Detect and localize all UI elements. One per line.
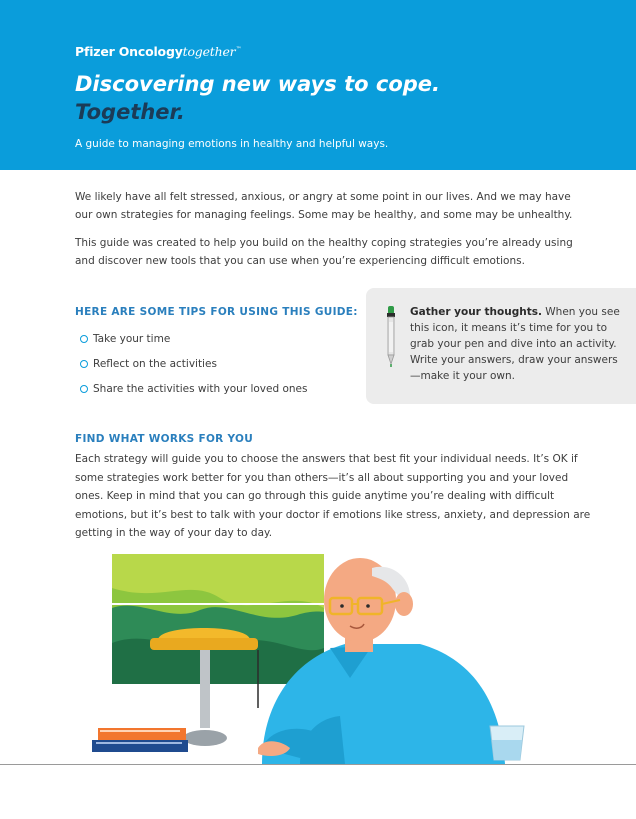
brand-name: Pfizer Oncology (75, 44, 183, 59)
list-item (80, 326, 307, 351)
water-glass (490, 726, 524, 760)
tip-text: Reflect on the activities (93, 357, 217, 370)
page-divider (0, 764, 636, 765)
intro-paragraph-1: We likely have all felt stressed, anxious, or angry at some point in our lives. And we may have our own strategies for managing feelings. Some may be healthy, and some may be unhealthy. (75, 191, 573, 221)
header-banner (0, 0, 636, 170)
tip-text: Take your time (93, 332, 171, 345)
callout-body: When you see this icon, it means it’s time for you to grab your pen and dive into an activity. Write your answers, draw your answers—make it your own. (410, 306, 620, 382)
brand-script: together (182, 44, 236, 59)
intro-paragraph-2: This guide was created to help you build on the healthy coping strategies you’re already using and discover new tools that you can use when you’re experiencing difficult emotions. (75, 237, 573, 267)
list-item (80, 351, 307, 376)
brand-trademark: ™ (235, 45, 242, 53)
list-item (80, 376, 307, 401)
tips-list (80, 326, 307, 401)
find-heading: FIND WHAT WORKS FOR YOU (75, 433, 254, 445)
tips-heading: HERE ARE SOME TIPS FOR USING THIS GUIDE: (75, 306, 358, 318)
page-title-line1: Discovering new ways to cope. (75, 72, 441, 96)
pen-icon (384, 306, 398, 368)
bullet-icon (80, 360, 88, 368)
illustration (0, 548, 636, 764)
find-paragraph: Each strategy will guide you to choose the answers that best fit your individual needs. It’s OK if some strategies work better for you than others—it’s all about supporting you and your loved ones. Keep in mind that you can go through this guide anytime you’re dealing with difficult emotions, but it’s best to talk with your doctor if emotions like stress, anxiety, and depression are getting in the way of your day to day. (75, 453, 591, 539)
page-title-line2: Together. (75, 100, 185, 124)
tip-text: Share the activities with your loved ones (93, 382, 308, 395)
callout-text (410, 304, 624, 384)
page-subtitle: A guide to managing emotions in healthy and helpful ways. (75, 138, 389, 150)
book-stack (92, 728, 188, 752)
callout-bold: Gather your thoughts. (410, 306, 542, 318)
callout-box (366, 288, 636, 404)
brand-logo (75, 44, 241, 59)
bullet-icon (80, 335, 88, 343)
bullet-icon (80, 385, 88, 393)
wall-painting (112, 554, 324, 684)
